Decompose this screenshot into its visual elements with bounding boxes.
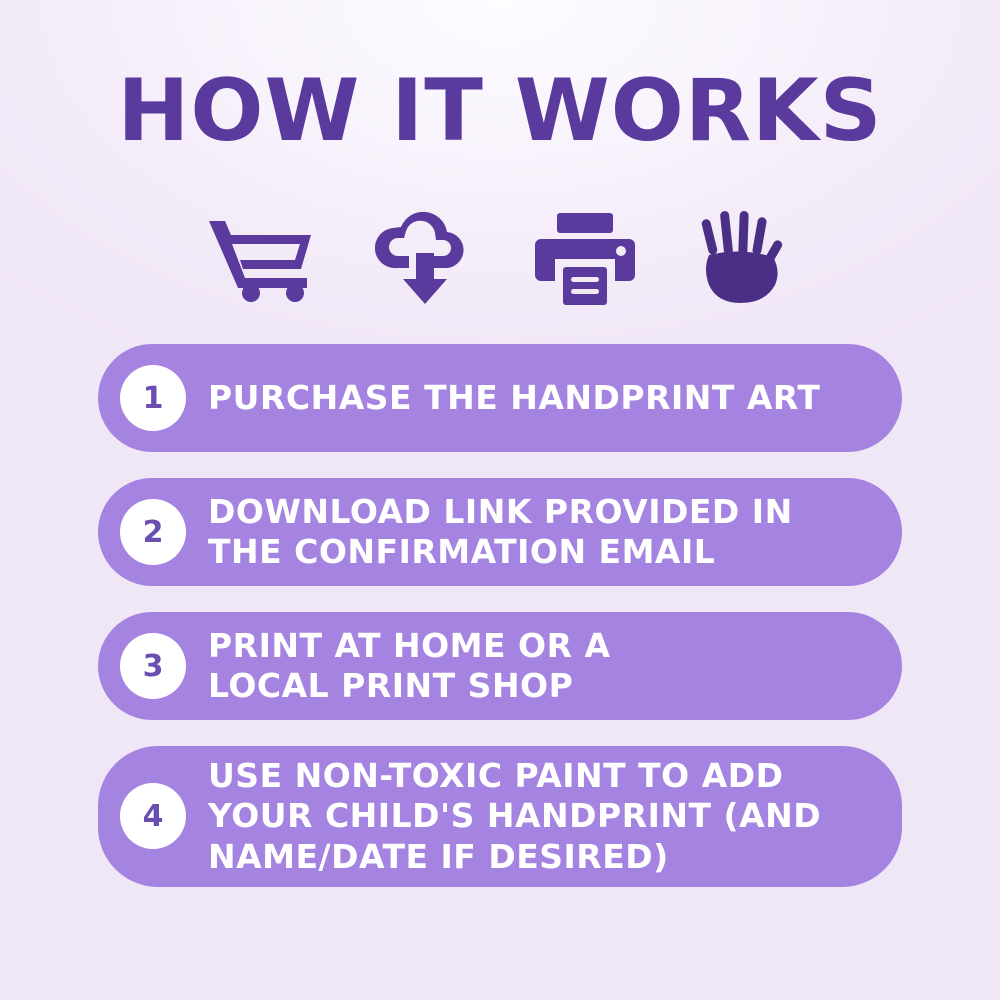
step-item-2 [98,478,902,586]
step-number-1: 1 [120,365,186,431]
step-item-4 [98,746,902,887]
shopping-cart-icon [207,211,317,306]
step-text-2: DOWNLOAD LINK PROVIDED IN THE CONFIRMATION EMAIL [208,491,793,571]
step-text-3: PRINT AT HOME OR A LOCAL PRINT SHOP [208,625,611,705]
icon-row [0,196,1000,306]
handprint-icon [695,211,793,306]
step-number-4: 4 [120,783,186,849]
step-item-3 [98,612,902,720]
printer-icon [533,211,637,306]
steps-list [0,344,1000,887]
step-text-4: USE NON-TOXIC PAINT TO ADD YOUR CHILD'S HANDPRINT (AND NAME/DATE IF DESIRED) [208,756,822,876]
step-item-1 [98,344,902,452]
step-number-3: 3 [120,633,186,699]
cloud-download-icon [375,211,475,306]
page-title: HOW IT WORKS [117,61,883,161]
step-text-1: PURCHASE THE HANDPRINT ART [208,377,821,417]
step-number-2: 2 [120,499,186,565]
